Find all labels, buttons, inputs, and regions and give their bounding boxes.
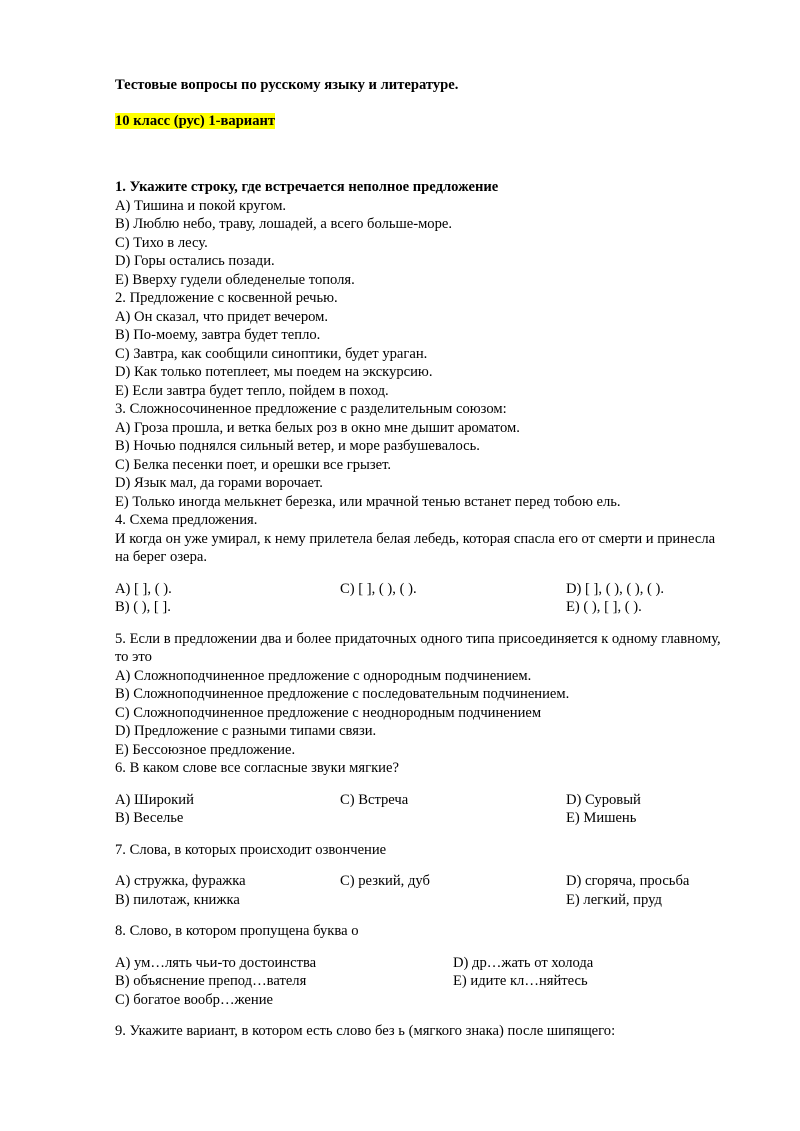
q7-options-row-1: [115, 872, 725, 891]
q3-option-b: B) Ночью поднялся сильный ветер, и море разбушевалось.: [115, 438, 480, 454]
question-6: 6. В каком слове все согласные звуки мягкие?: [115, 760, 399, 776]
q4-option-e: E) ( ), [ ], ( ).: [566, 599, 642, 615]
q3-option-a: A) Гроза прошла, и ветка белых роз в окно мне дышит ароматом.: [115, 419, 520, 436]
q1-option-e: E) Вверху гудели обледенелые тополя.: [115, 271, 355, 288]
q2-option-c: C) Завтра, как сообщили синоптики, будет ураган.: [115, 345, 428, 362]
q5-option-a: A) Сложноподчиненное предложение с однородным подчинением.: [115, 667, 532, 684]
q7-option-b: B) пилотаж, книжка: [115, 891, 240, 908]
q3-option-e: E) Только иногда мелькнет березка, или мрачной тенью встанет перед тобою ель.: [115, 493, 621, 510]
q6-option-a: A) Широкий: [115, 791, 194, 808]
q3-option-d: D) Язык мал, да горами ворочает.: [115, 475, 323, 491]
q8-option-d: D) др…жать от холода: [453, 954, 594, 971]
q4-option-b: B) ( ), [ ].: [115, 599, 171, 615]
question-1: 1. Укажите строку, где встречается неполное предложение: [115, 179, 499, 195]
q5-option-d: D) Предложение с разными типами связи.: [115, 723, 377, 739]
question-3: 3. Сложносочиненное предложение с разделительным союзом:: [115, 401, 507, 417]
question-8: 8. Слово, в котором пропущена буква о: [115, 923, 359, 939]
q6-option-c: C) Встреча: [340, 791, 409, 808]
q6-options-row-1: [115, 791, 725, 810]
variant-label: [115, 112, 725, 131]
q7-options-row-2: [115, 891, 725, 910]
q3-option-c: C) Белка песенки поет, и орешки все грызет.: [115, 456, 392, 473]
q2-option-b: B) По-моему, завтра будет тепло.: [115, 327, 321, 343]
q2-option-a: A) Он сказал, что придет вечером.: [115, 308, 329, 325]
variant-highlight: 10 класс (рус) 1-вариант: [115, 112, 276, 129]
q5-option-c: C) Сложноподчиненное предложение с неоднородным подчинением: [115, 704, 542, 721]
q6-option-e: E) Мишень: [566, 810, 637, 826]
question-5: 5. Если в предложении два и более придаточных одного типа присоединяется к одному главному, то это: [115, 630, 721, 665]
q5-option-b: B) Сложноподчиненное предложение с последовательным подчинением.: [115, 686, 570, 702]
q8-options-row-1: [115, 954, 725, 973]
q6-options-row-2: [115, 809, 725, 828]
q8-option-c: C) богатое вообр…жение: [115, 991, 274, 1008]
q4-sentence: И когда он уже умирал, к нему прилетела белая лебедь, которая спасла его от смерти и принесла на берег озера.: [115, 530, 716, 565]
q8-options-row-2: [115, 972, 725, 991]
q4-option-d: D) [ ], ( ), ( ), ( ).: [566, 580, 665, 597]
q7-option-d: D) сгоряча, просьба: [566, 873, 690, 889]
q7-option-a: A) стружка, фуражка: [115, 873, 246, 889]
q2-option-d: D) Как только потеплеет, мы поедем на экскурсию.: [115, 364, 433, 380]
q2-option-e: E) Если завтра будет тепло, пойдем в поход.: [115, 382, 389, 399]
q8-option-a: A) ум…лять чьи-то достоинства: [115, 954, 317, 971]
q8-option-e: E) идите кл…няйтесь: [453, 973, 588, 989]
q1-option-c: C) Тихо в лесу.: [115, 234, 208, 251]
q7-option-c: C) резкий, дуб: [340, 873, 430, 889]
q6-option-b: B) Веселье: [115, 810, 184, 826]
q1-option-b: B) Люблю небо, траву, лошадей, а всего больше-море.: [115, 216, 453, 232]
q8-options-row-3: [115, 991, 725, 1010]
q4-options-row-2: [115, 598, 725, 617]
document-title: Тестовые вопросы по русскому языку и литературе.: [115, 77, 459, 93]
question-4: 4. Схема предложения.: [115, 512, 258, 528]
q5-option-e: E) Бессоюзное предложение.: [115, 741, 296, 758]
q4-option-c: C) [ ], ( ), ( ).: [340, 580, 417, 597]
q1-option-d: D) Горы остались позади.: [115, 253, 275, 269]
q6-option-d: D) Суровый: [566, 791, 641, 808]
q1-option-a: A) Тишина и покой кругом.: [115, 197, 287, 214]
q4-options-row-1: [115, 580, 725, 599]
question-7: 7. Слова, в которых происходит озвончение: [115, 841, 387, 858]
question-2: 2. Предложение с косвенной речью.: [115, 290, 338, 306]
q7-option-e: E) легкий, пруд: [566, 891, 662, 908]
q8-option-b: B) объяснение препод…вателя: [115, 973, 307, 989]
q4-option-a: A) [ ], ( ).: [115, 580, 172, 597]
question-9: 9. Укажите вариант, в котором есть слово без ь (мягкого знака) после шипящего:: [115, 1023, 616, 1039]
document-content: [115, 76, 725, 1041]
